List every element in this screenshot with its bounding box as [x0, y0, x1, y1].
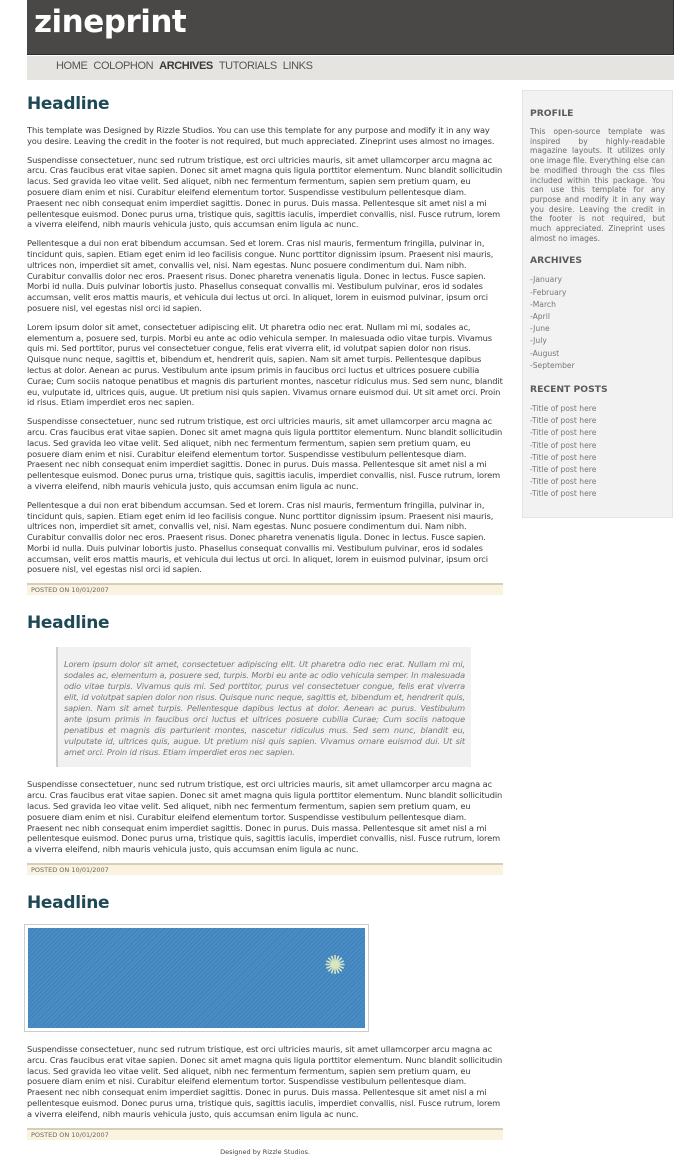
archive-link-april[interactable]: -April [530, 312, 550, 322]
profile-text: This open-source template was inspired by highly-readable magazine layouts. It utilizes only one image file. Everything else can be modified through the css files included within this package. You can use this template for any purpose and modify it in any way you desire. Leaving the credit in the footer is not required, but much appreciated. Zineprint uses almost no images. [530, 127, 665, 243]
post-paragraph: Suspendisse consectetuer, nunc sed rutrum tristique, est orci ultricies mauris, sit amet ullamcorper arcu magna ac arcu. Cras faucibus erat vitae sapien. Donec sit amet magna quis ligula porttitor elementum. Nunc blandit sollicitudin lacus. Sed gravida leo vitae velit. Sed aliquet, nibh nec fermentum fermentum, sapien sem pretium quam, eu posuere diam enim et nisi. Curabitur eleifend elementum tortor. Suspendisse vestibulum pellentesque diam. Praesent nec nibh consequat enim imperdiet sagittis. Donec in purus. Duis massa. Pellentesque sit amet nisl a mi pellentesque euismod. Donec purus urna, tristique quis, sagittis iaculis, imperdiet convallis, nisl. Fusce rutrum, lorem a viverra eleifend, nibh mauris vehicula justo, quis accumsan enim ligula ac nunc. [27, 1044, 503, 1119]
recent-post-link[interactable]: -Title of post here [530, 465, 597, 475]
post-paragraph: Suspendisse consectetuer, nunc sed rutrum tristique, est orci ultricies mauris, sit amet ullamcorper arcu magna ac arcu. Cras faucibus erat vitae sapien. Donec sit amet magna quis ligula porttitor elementum. Nunc blandit sollicitudin lacus. Sed gravida leo vitae velit. Sed aliquet, nibh nec fermentum fermentum, sapien sem pretium quam, eu posuere diam enim et nisi. Curabitur eleifend elementum tortor. Suspendisse vestibulum pellentesque diam. Praesent nec nibh consequat enim imperdiet sagittis. Donec in purus. Duis massa. Pellentesque sit amet nisl a mi pellentesque euismod. Donec purus urna, tristique quis, sagittis iaculis, imperdiet convallis, nisl. Fusce rutrum, lorem a viverra eleifend, nibh mauris vehicula justo, quis accumsan enim ligula ac nunc. [27, 416, 503, 491]
post-paragraph: Pellentesque a dui non erat bibendum accumsan. Sed et lorem. Cras nisl mauris, fermentum fringilla, pulvinar in, tincidunt quis, sapien. Etiam eget enim id leo facilisis congue. Nunc porttitor dignissim ipsum. Praesent nisi mauris, ultrices non, imperdiet sit amet, convallis vel, nisi. Nam egestas. Nunc posuere condimentum dui. Nam nibh. Curabitur convallis dolor nec eros. Praesent risus. Donec pharetra venenatis ligula. Donec in lectus. Fusce sapien. Morbi id nulla. Duis pulvinar lobortis justo. Phasellus consequat convallis mi. Vestibulum pulvinar, eros id sodales accumsan, velit eros mattis mauris, et vehicula dui lectus ut orci. In aliquet, lorem in euismod pulvinar, ipsum orci posuere nisl, vel egestas nisl orci id sapien. [27, 499, 494, 575]
site-header [27, 0, 674, 55]
profile-heading: PROFILE [530, 108, 574, 119]
post-paragraph: Lorem ipsum dolor sit amet, consectetuer adipiscing elit. Ut pharetra odio nec erat. Nullam mi mi, sodales ac, elementum a, posuere sed, turpis. Morbi eu ante ac odio vehicula semper. In malesuada odio vitae turpis. Vivamus quis mi. Sed porttitor, purus vel consectetuer congue, felis erat viverra elit, id volutpat sapien dolor non risus. Quisque nunc neque, sagittis et, bibendum et, hendrerit quis, sapien. Nam sit amet turpis. Pellentesque dapibus lectus at dolor. Aenean ac purus. Vestibulum ante ipsum primis in faucibus orci luctus et ultrices posuere cubilia Curae; Cum sociis natoque penatibus et magnis dis parturient montes, nascetur ridiculus mus. Sed sem nunc, blandit eu, vulputate id, ultrices quis, augue. Ut pretium nisi quis sapien. Vivamus ornare euismod dui. Ut sit amet orci. Proin id risus. Etiam imperdiet eros nec sapien. [27, 321, 503, 408]
main-nav [27, 56, 674, 80]
archive-link-july[interactable]: -July [530, 336, 547, 346]
post-headline[interactable]: Headline [27, 94, 110, 114]
blockquote-text: Lorem ipsum dolor sit amet, consectetuer adipiscing elit. Ut pharetra odio nec erat. Nullam mi mi, sodales ac, elementum a, posuere sed, turpis. Morbi eu ante ac odio vehicula semper. In malesuada odio vitae turpis. Vivamus quis mi. Sed porttitor, purus vel consectetuer congue, felis erat viverra elit, id volutpat sapien dolor non risus. Quisque nunc neque, sagittis et, bibendum et, hendrerit quis, sapien. Nam sit amet turpis. Pellentesque dapibus lectus at dolor. Aenean ac purus. Vestibulum ante ipsum primis in faucibus orci luctus et ultrices posuere cubilia Curae; Cum sociis natoque penatibus et magnis dis parturient montes, nascetur ridiculus mus. Sed sem nunc, blandit eu, vulputate id, ultrices quis, augue. Ut pretium nisi quis sapien. Vivamus ornare euismod dui. Ut sit amet orci. Proin id risus. Etiam imperdiet eros nec sapien. [64, 659, 465, 757]
post-date: POSTED ON 10/01/2007 [27, 863, 503, 875]
post-2 [27, 613, 503, 875]
site-footer [27, 1148, 503, 1156]
post-headline[interactable]: Headline [27, 613, 110, 634]
archive-link-february[interactable]: -February [530, 287, 567, 297]
post-image-frame [24, 924, 369, 1032]
archive-link-september[interactable]: -September [530, 360, 575, 370]
recent-post-link[interactable]: -Title of post here [530, 428, 597, 438]
post-date: POSTED ON 10/01/2007 [27, 583, 503, 595]
recent-post-link[interactable]: -Title of post here [530, 440, 597, 450]
sidebar [522, 90, 673, 518]
post-1 [27, 94, 503, 595]
nav-item-archives[interactable]: ARCHIVES [159, 60, 213, 72]
recent-post-link[interactable]: -Title of post here [530, 489, 597, 499]
post-paragraph: Pellentesque a dui non erat bibendum accumsan. Sed et lorem. Cras nisl mauris, fermentum fringilla, pulvinar in, tincidunt quis, sapien. Etiam eget enim id leo facilisis congue. Nunc porttitor dignissim ipsum. Praesent nisi mauris, ultrices non, imperdiet sit amet, convallis vel, nisi. Nam egestas. Nunc posuere condimentum dui. Nam nibh. Curabitur convallis dolor nec eros. Praesent risus. Donec pharetra venenatis ligula. Donec in lectus. Fusce sapien. Morbi id nulla. Duis pulvinar lobortis justo. Phasellus consequat convallis mi. Vestibulum pulvinar, eros id sodales accumsan, velit eros mattis mauris, et vehicula dui lectus ut orci. In aliquet, lorem in euismod pulvinar, ipsum orci posuere nisl, vel egestas nisl orci id sapien. [27, 238, 494, 313]
archive-link-march[interactable]: -March [530, 299, 556, 309]
post-headline[interactable]: Headline [27, 893, 110, 914]
post-image [28, 928, 365, 1028]
recent-post-link[interactable]: -Title of post here [530, 477, 597, 487]
post-paragraph: Suspendisse consectetuer, nunc sed rutrum tristique, est orci ultricies mauris, sit amet ullamcorper arcu magna ac arcu. Cras faucibus erat vitae sapien. Donec sit amet magna quis ligula porttitor elementum. Nunc blandit sollicitudin lacus. Sed gravida leo vitae velit. Sed aliquet, nibh nec fermentum fermentum, sapien sem pretium quam, eu posuere diam enim et nisi. Curabitur eleifend elementum tortor. Suspendisse vestibulum pellentesque diam. Praesent nec nibh consequat enim imperdiet sagittis. Donec in purus. Duis massa. Pellentesque sit amet nisl a mi pellentesque euismod. Donec purus urna, tristique quis, sagittis iaculis, imperdiet convallis, nisl. Fusce rutrum, lorem a viverra eleifend, nibh mauris vehicula justo, quis accumsan enim ligula ac nunc. [27, 154, 503, 230]
sun-icon: ✺ [324, 951, 346, 982]
footer-credit[interactable]: Designed by Rizzle Studios. [220, 1148, 310, 1156]
main-content [27, 94, 503, 1158]
recent-posts-heading: RECENT POSTS [530, 384, 608, 396]
post-blockquote [56, 647, 471, 767]
recent-post-link[interactable]: -Title of post here [530, 404, 597, 414]
recent-post-link[interactable]: -Title of post here [530, 416, 597, 426]
recent-posts-list [530, 403, 665, 501]
archives-list [530, 274, 665, 372]
archive-link-june[interactable]: -June [530, 324, 550, 334]
post-3 [27, 893, 503, 1140]
post-paragraph: This template was Designed by Rizzle Studios. You can use this template for any purpose and modify it in any way you desire. Leaving the credit in the footer is not required, but much appreciated. Zineprint uses almost no images. [27, 125, 495, 146]
archive-link-january[interactable]: -January [530, 275, 562, 285]
nav-item-links[interactable]: LINKS [282, 60, 313, 72]
archive-link-august[interactable]: -August [530, 348, 560, 358]
nav-item-colophon[interactable]: COLOPHON [93, 60, 154, 72]
nav-item-tutorials[interactable]: TUTORIALS [218, 60, 277, 72]
nav-item-home[interactable]: HOME [56, 60, 88, 72]
post-date: POSTED ON 10/01/2007 [27, 1128, 503, 1140]
site-logo[interactable]: zineprint [34, 4, 187, 40]
archives-heading: ARCHIVES [530, 255, 583, 267]
post-paragraph: Suspendisse consectetuer, nunc sed rutrum tristique, est orci ultricies mauris, sit amet ullamcorper arcu magna ac arcu. Cras faucibus erat vitae sapien. Donec sit amet magna quis ligula porttitor elementum. Nunc blandit sollicitudin lacus. Sed gravida leo vitae velit. Sed aliquet, nibh nec fermentum fermentum, sapien sem pretium quam, eu posuere diam enim et nisi. Curabitur eleifend elementum tortor. Suspendisse vestibulum pellentesque diam. Praesent nec nibh consequat enim imperdiet sagittis. Donec in purus. Duis massa. Pellentesque sit amet nisl a mi pellentesque euismod. Donec purus urna, tristique quis, sagittis iaculis, imperdiet convallis, nisl. Fusce rutrum, lorem a viverra eleifend, nibh mauris vehicula justo, quis accumsan enim ligula ac nunc. [27, 779, 503, 855]
recent-post-link[interactable]: -Title of post here [530, 452, 597, 462]
